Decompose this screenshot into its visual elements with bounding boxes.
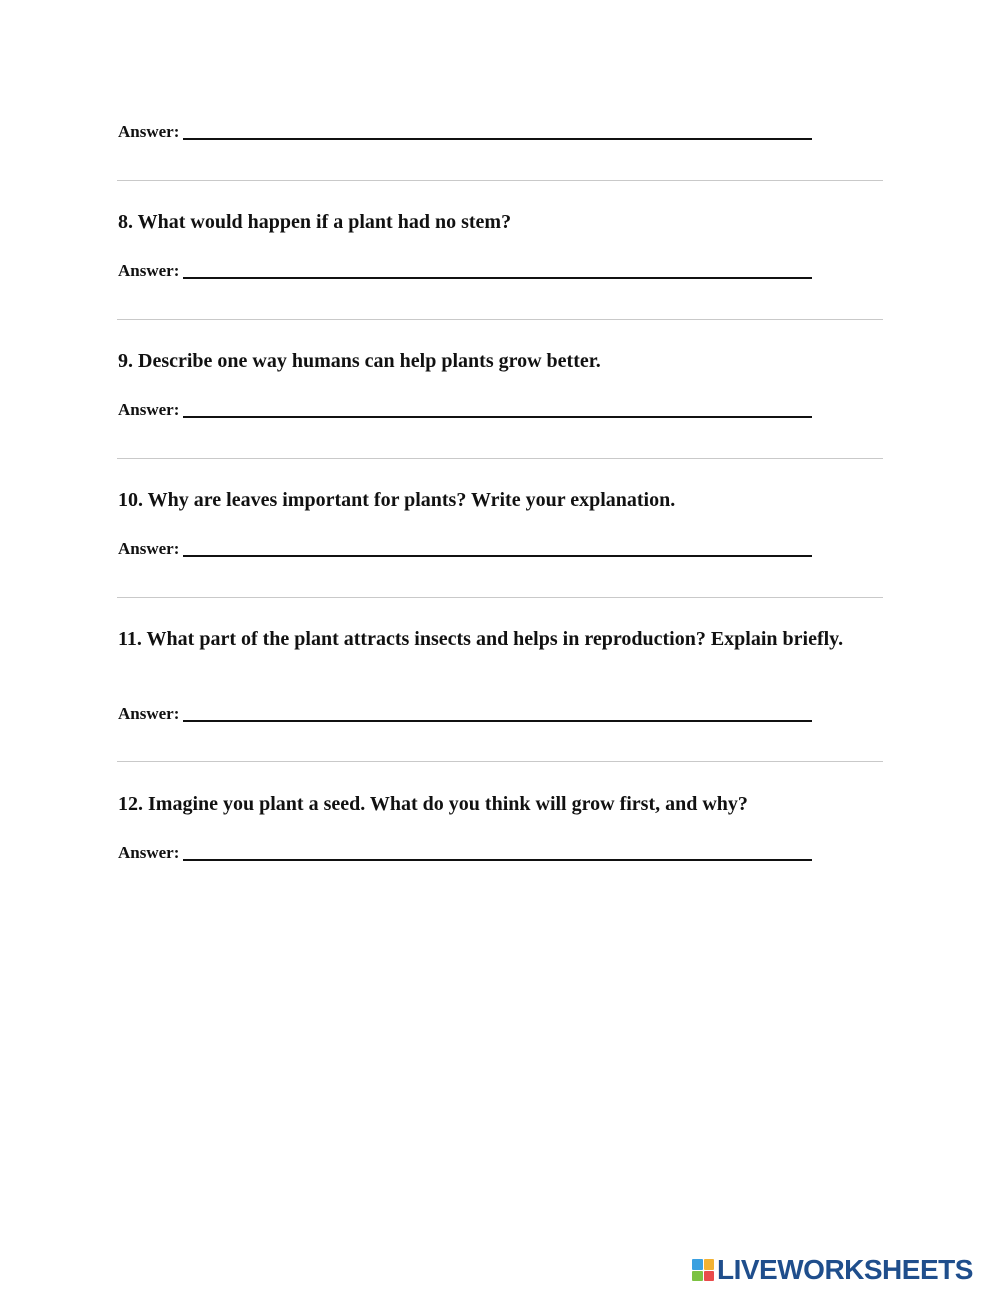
answer-row-q11 — [118, 700, 812, 724]
answer-row-q8 — [118, 257, 812, 281]
question-11-text: 11. What part of the plant attracts insects and helps in reproduction? Explain briefly. — [118, 628, 844, 650]
answer-row-q10 — [118, 535, 812, 559]
question-separator — [117, 597, 883, 598]
question-8-text: 8. What would happen if a plant had no stem? — [118, 211, 512, 233]
question-12-text: 12. Imagine you plant a seed. What do you think will grow first, and why? — [118, 793, 748, 815]
liveworksheets-logo — [692, 1256, 973, 1284]
answer-field-q10[interactable] — [183, 555, 812, 557]
answer-label: Answer: — [118, 704, 180, 723]
question-separator — [117, 319, 883, 320]
answer-field-q7[interactable] — [183, 138, 812, 140]
question-9-text: 9. Describe one way humans can help plants grow better. — [118, 350, 601, 372]
answer-label: Answer: — [118, 122, 180, 141]
answer-label: Answer: — [118, 261, 180, 280]
answer-label: Answer: — [118, 539, 180, 558]
answer-row-q9 — [118, 396, 812, 420]
answer-field-q11[interactable] — [183, 720, 812, 722]
question-separator — [117, 180, 883, 181]
answer-row-q7 — [118, 118, 812, 142]
answer-row-q12 — [118, 839, 812, 863]
answer-field-q8[interactable] — [183, 277, 812, 279]
question-separator — [117, 458, 883, 459]
answer-field-q9[interactable] — [183, 416, 812, 418]
liveworksheets-logo-text: LIVEWORKSHEETS — [717, 1254, 973, 1285]
answer-field-q12[interactable] — [183, 859, 812, 861]
answer-label: Answer: — [118, 400, 180, 419]
answer-label: Answer: — [118, 843, 180, 862]
question-10-text: 10. Why are leaves important for plants? Write your explanation. — [118, 489, 676, 511]
question-separator — [117, 761, 883, 762]
liveworksheets-logo-icon — [692, 1259, 714, 1281]
